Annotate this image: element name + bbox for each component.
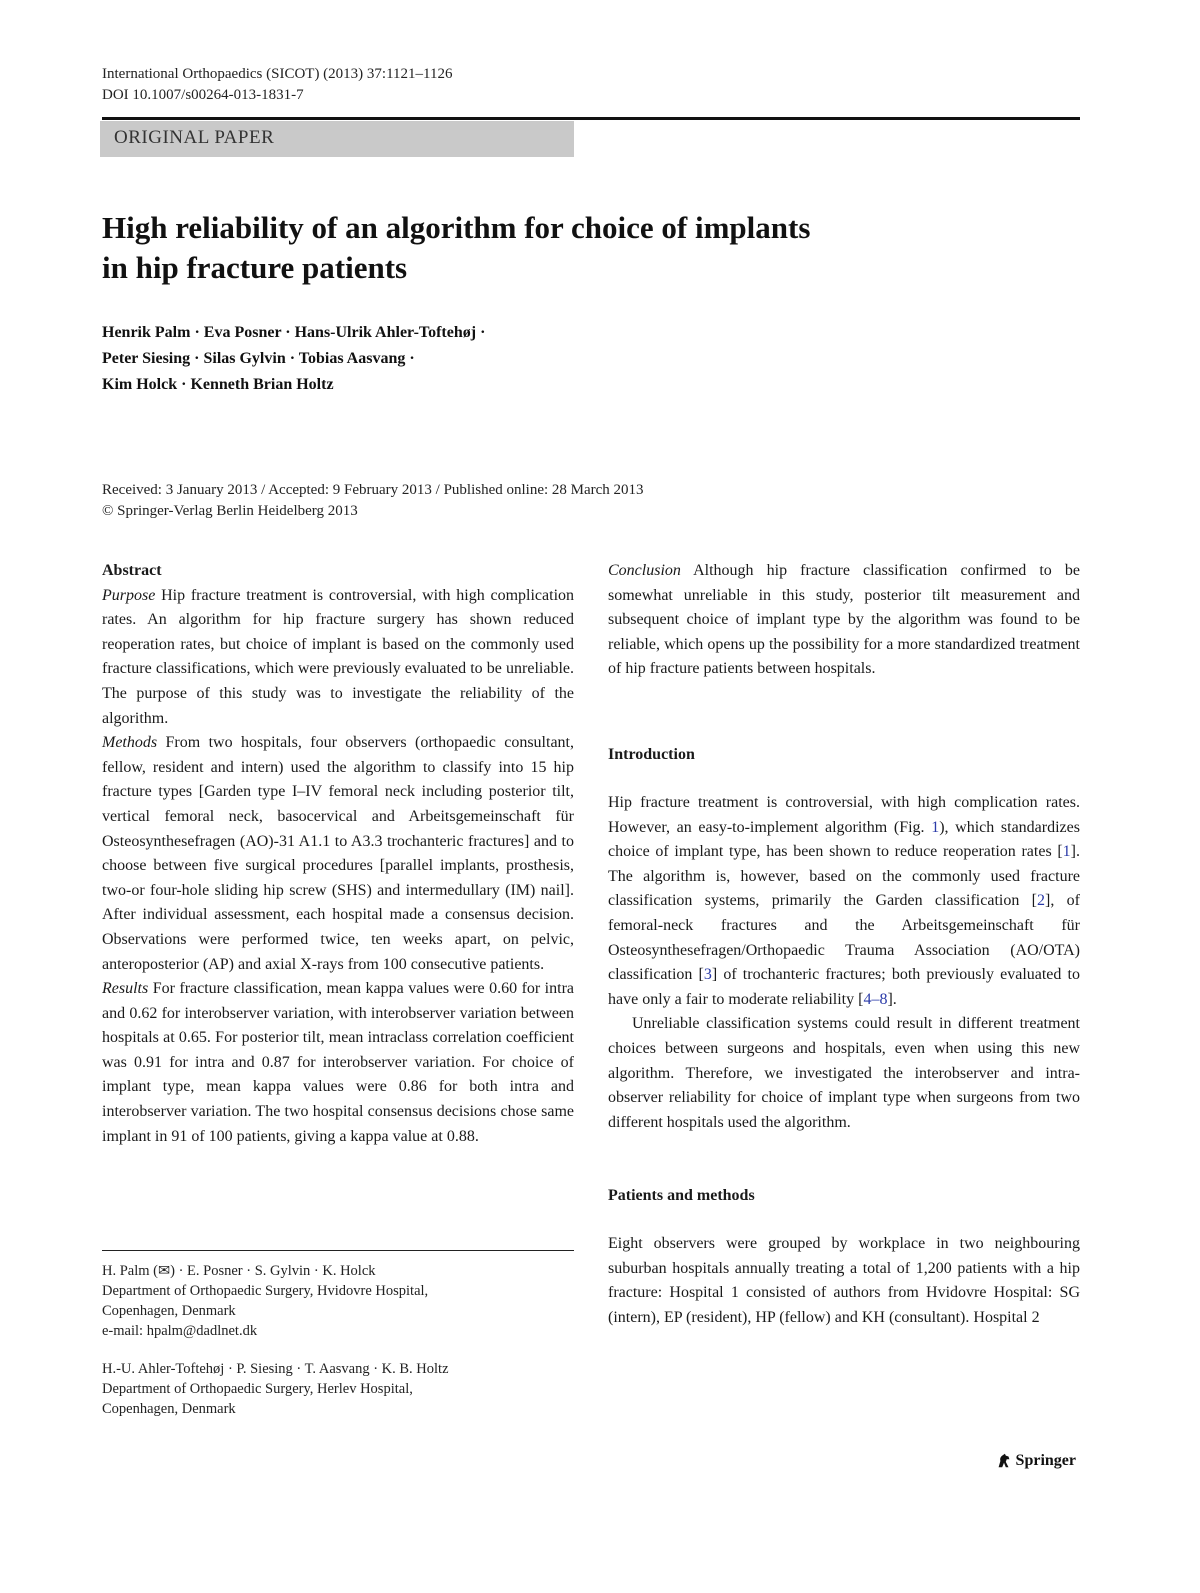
affiliation-1-names: H. Palm (✉) · E. Posner · S. Gylvin · K. Holck [102,1263,376,1279]
conclusion-text: Although hip fracture classification confirmed to be somewhat unreliable in this study, posterior tilt measurement and subsequent choice of implant type by the algorithm was found to be reliable, which opens up the possibility for a more standardized treatment of hip fracture patients between hospitals. [608,562,1080,678]
author-list [102,320,662,398]
affiliation-1 [102,1261,574,1341]
reference-4-8-link[interactable]: 4–8 [863,990,888,1008]
intro-text-e: ] of trochanteric fractures; both previously evaluated to have only a fair to moderate reliability [ [608,966,1080,1008]
intro-text-f: ]. [887,990,897,1008]
affiliation-1-city: Copenhagen, Denmark [102,1303,236,1319]
publisher-logo [995,1452,1076,1470]
introduction-paragraph-2: Unreliable classification systems could result in different treatment choices between surgeons and hospitals, even when using this new algorithm. Therefore, we investigated the interobserver and intra-observer reliability for choice of implant type when surgeons from two different hospitals used the algorithm. [608,1015,1080,1131]
paper-title [102,208,1002,288]
results-text: For fracture classification, mean kappa values were 0.60 for intra and 0.62 for interobserver variation, with interobserver variation between hospitals at 0.65. For posterior tilt, mean intraclass correlation coefficient was 0.91 for intra and 0.87 for interobserver variation. For choice of implant type, mean kappa values were 0.86 for both intra and interobserver variation. The two hospital consensus decisions chose same implant in 91 of 100 patients, giving a kappa value at 0.88. [102,980,574,1145]
doi: DOI 10.1007/s00264-013-1831-7 [102,87,304,103]
title-line-1: High reliability of an algorithm for choice of implants [102,210,811,245]
reference-3-link[interactable]: 3 [703,966,712,984]
abstract-methods [102,731,574,977]
methods-label: Methods [102,734,158,752]
authors-line-2: Peter Siesing · Silas Gylvin · Tobias Aasvang · [102,350,415,367]
purpose-label: Purpose [102,586,156,604]
abstract-heading: Abstract [102,562,162,579]
corresponding-email[interactable]: e-mail: hpalm@dadlnet.dk [102,1323,258,1339]
figure-1-link[interactable]: 1 [931,818,940,836]
purpose-text: Hip fracture treatment is controversial, with high complication rates. An algorithm for hip fracture surgery has shown reduced reoperation rates, but choice of implant is based on the commonly used fracture classifications, which were previously evaluated to be unreliable. The purpose of this study was to investigate the reliability of the algorithm. [102,586,575,727]
publication-dates [102,480,802,522]
reference-1-link[interactable]: 1 [1062,843,1071,861]
intro-text-a: Hip fracture treatment is controversial, with high complication rates. However, an easy-to-implement algorithm (Fig. [608,793,1080,836]
methods-text: From two hospitals, four observers (orthopaedic consultant, fellow, resident and intern) used the algorithm to classify into 15 hip fracture types [Garden type I–IV femoral neck including posterior tilt, vertical femoral neck, basocervical and Arbeitsgemeinschaft für Osteosynthesefragen (AO)-31 A1.1 to A3.3 trochanteric fractures] and to choose between five surgical procedures [parallel implants, prosthesis, two-or four-hole sliding hip screw (SHS) and intermedullary (IM) nail]. After individual assessment, each hospital made a consensus decision. Observations were performed twice, ten weeks apart, on pelvic, anteroposterior (AP) and axial X-rays from 100 consecutive patients. [102,734,574,973]
intro-text-b: ), which standardizes choice of implant type, has been shown to reduce reoperation rates [ [608,818,1080,861]
footnote-rule [102,1250,574,1251]
introduction-paragraph-1 [608,791,1080,1012]
right-column [608,559,1080,1331]
affiliation-2-city: Copenhagen, Denmark [102,1401,236,1417]
introduction-heading: Introduction [608,745,695,763]
journal-citation: International Orthopaedics (SICOT) (2013) 37:1121–1126 [102,66,453,82]
abstract-conclusion [608,559,1080,682]
article-type-label: ORIGINAL PAPER [114,127,275,148]
springer-horse-icon [995,1452,1013,1470]
title-line-2: in hip fracture patients [102,250,408,285]
intro-text-c: ]. The algorithm is, however, based on the commonly used fracture classification systems, primarily the Garden classification [ [608,843,1080,910]
authors-line-1: Henrik Palm · Eva Posner · Hans-Ulrik Ahler-Toftehøj · [102,324,486,341]
abstract-results [102,977,574,1149]
article-type-bar [100,121,574,157]
affiliation-1-dept: Department of Orthopaedic Surgery, Hvidovre Hospital, [102,1283,429,1299]
reference-2-link[interactable]: 2 [1037,892,1046,910]
affiliation-2-names: H.-U. Ahler-Toftehøj · P. Siesing · T. Aasvang · K. B. Holtz [102,1361,449,1377]
intro-text-d: ], of femoral-neck fractures and the Arbeitsgemeinschaft für Osteosynthesefragen/Orthopaedic Trauma Association (AO/OTA) classification [ [608,892,1081,984]
results-label: Results [102,980,149,998]
history-dates: Received: 3 January 2013 / Accepted: 9 February 2013 / Published online: 28 March 2013 [102,482,644,498]
journal-header [102,64,452,106]
conclusion-label: Conclusion [608,562,681,579]
affiliation-2 [102,1359,574,1419]
copyright: © Springer-Verlag Berlin Heidelberg 2013 [102,503,358,519]
publisher-name: Springer [1015,1452,1076,1469]
abstract-column [102,559,574,1149]
authors-line-3: Kim Holck · Kenneth Brian Holtz [102,376,334,393]
patients-methods-paragraph-1: Eight observers were grouped by workplace in two neighbouring suburban hospitals annually treating a total of 1,200 patients with a hip fracture: Hospital 1 consisted of authors from Hvidovre Hospital: SG (intern), EP (resident), HP (fellow) and KH (consultant). Hospital 2 [608,1235,1080,1327]
affiliation-2-dept: Department of Orthopaedic Surgery, Herlev Hospital, [102,1381,413,1397]
header-rule [102,117,1080,120]
abstract-purpose [102,584,574,732]
patients-methods-heading: Patients and methods [608,1187,755,1205]
